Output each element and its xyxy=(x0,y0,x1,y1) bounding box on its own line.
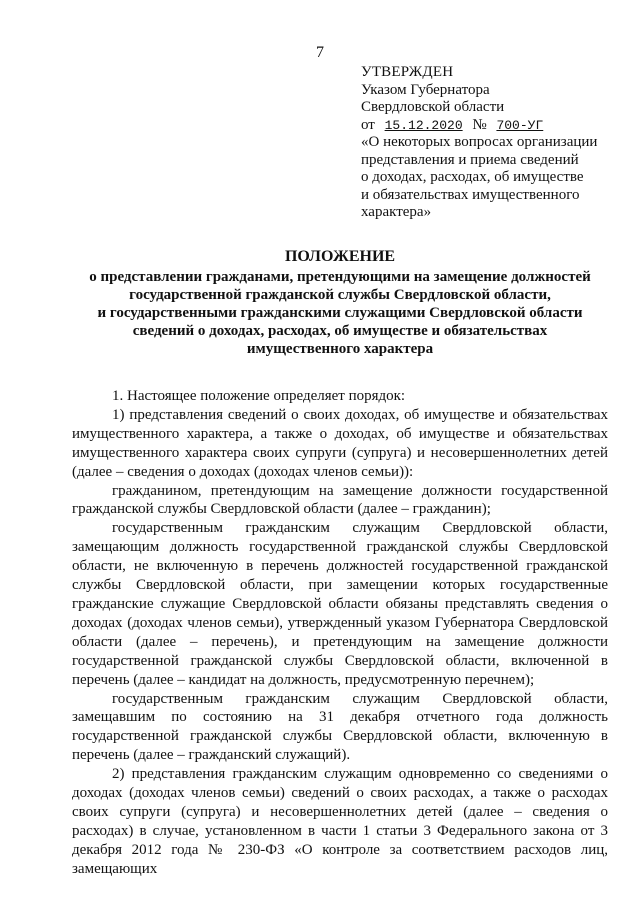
document-title xyxy=(60,248,620,358)
title-line-3: и государственными гражданскими служащими Свердловской области xyxy=(97,305,583,321)
date-prefix: от xyxy=(361,116,375,133)
paragraph-1: 1. Настоящее положение определяет порядок: xyxy=(112,388,406,404)
approval-line-2: Свердловской области xyxy=(361,99,505,115)
date-value: 15.12.2020 xyxy=(384,117,463,133)
approval-date-line xyxy=(361,117,623,135)
decree-line-1: «О некоторых вопросах организации xyxy=(361,134,598,150)
decree-line-2: представления и приема сведений xyxy=(361,151,579,168)
approval-line-1: Указом Губернатора xyxy=(361,81,490,98)
number-prefix: № xyxy=(472,116,487,133)
title-line-2: государственной гражданской службы Свердловской области, xyxy=(129,287,551,303)
decree-line-4: и обязательствах имущественного xyxy=(361,186,580,203)
paragraph-5: государственным гражданским служащим Свердловской области, замещавшим по состоянию на 31 декабря отчетного года должность государственной гражданской службы Свердловской области, включенную в перечень (далее – гражданский служащий). xyxy=(72,690,608,764)
paragraph-2: 1) представления сведений о своих доходах, об имуществе и обязательствах имущественного характера, а также о доходах, об имуществе и обязательствах имущественного характера своих супруги (супруга) и несовершеннолетних детей (далее – сведения о доходах (доходах членов семьи)): xyxy=(72,406,608,480)
approval-heading: УТВЕРЖДЕН xyxy=(361,64,454,80)
paragraph-4: государственным гражданским служащим Свердловской области, замещающим должность государственной гражданской службы Свердловской области, не включенную в перечень должностей государственной гражданской службы Свердловской области, при замещении которых государственные гражданские служащие Свердловской области обязаны представлять сведения о доходах (доходах членов семьи), утвержденный указом Губернатора Свердловской области (далее – перечень), и претендующим на замещение должности государственной гражданской службы Свердловской области, включенной в перечень (далее – кандидат на должность, предусмотренную перечнем); xyxy=(72,520,608,688)
page-number: 7 xyxy=(316,44,324,61)
approval-block xyxy=(361,64,623,222)
title-line-5: имущественного характера xyxy=(246,341,434,357)
decree-line-5: характера» xyxy=(361,204,432,220)
paragraph-3: гражданином, претендующим на замещение должности государственной гражданской службы Свердловской области (далее – гражданин); xyxy=(72,482,608,518)
decree-line-3: о доходах, расходах, об имуществе xyxy=(361,169,584,185)
title-line-4: сведений о доходах, расходах, об имуществе и обязательствах xyxy=(132,323,548,339)
title-line-1: о представлении гражданами, претендующими на замещение должностей xyxy=(89,269,591,285)
number-value: 700-УГ xyxy=(496,117,544,133)
document-body xyxy=(72,387,608,879)
title-main: ПОЛОЖЕНИЕ xyxy=(284,248,396,265)
paragraph-6: 2) представления гражданским служащим одновременно со сведениями о доходах (доходах членов семьи) сведений о своих расходах, а также о расходах своих супруги (супруга) и несовершеннолетних детей (далее – сведения о расходах) в случае, установленном в части 1 статьи 3 Федерального закона от 3 декабря 2012 года № 230-ФЗ «О контроле за соответствием расходов лиц, замещающих xyxy=(72,766,608,877)
